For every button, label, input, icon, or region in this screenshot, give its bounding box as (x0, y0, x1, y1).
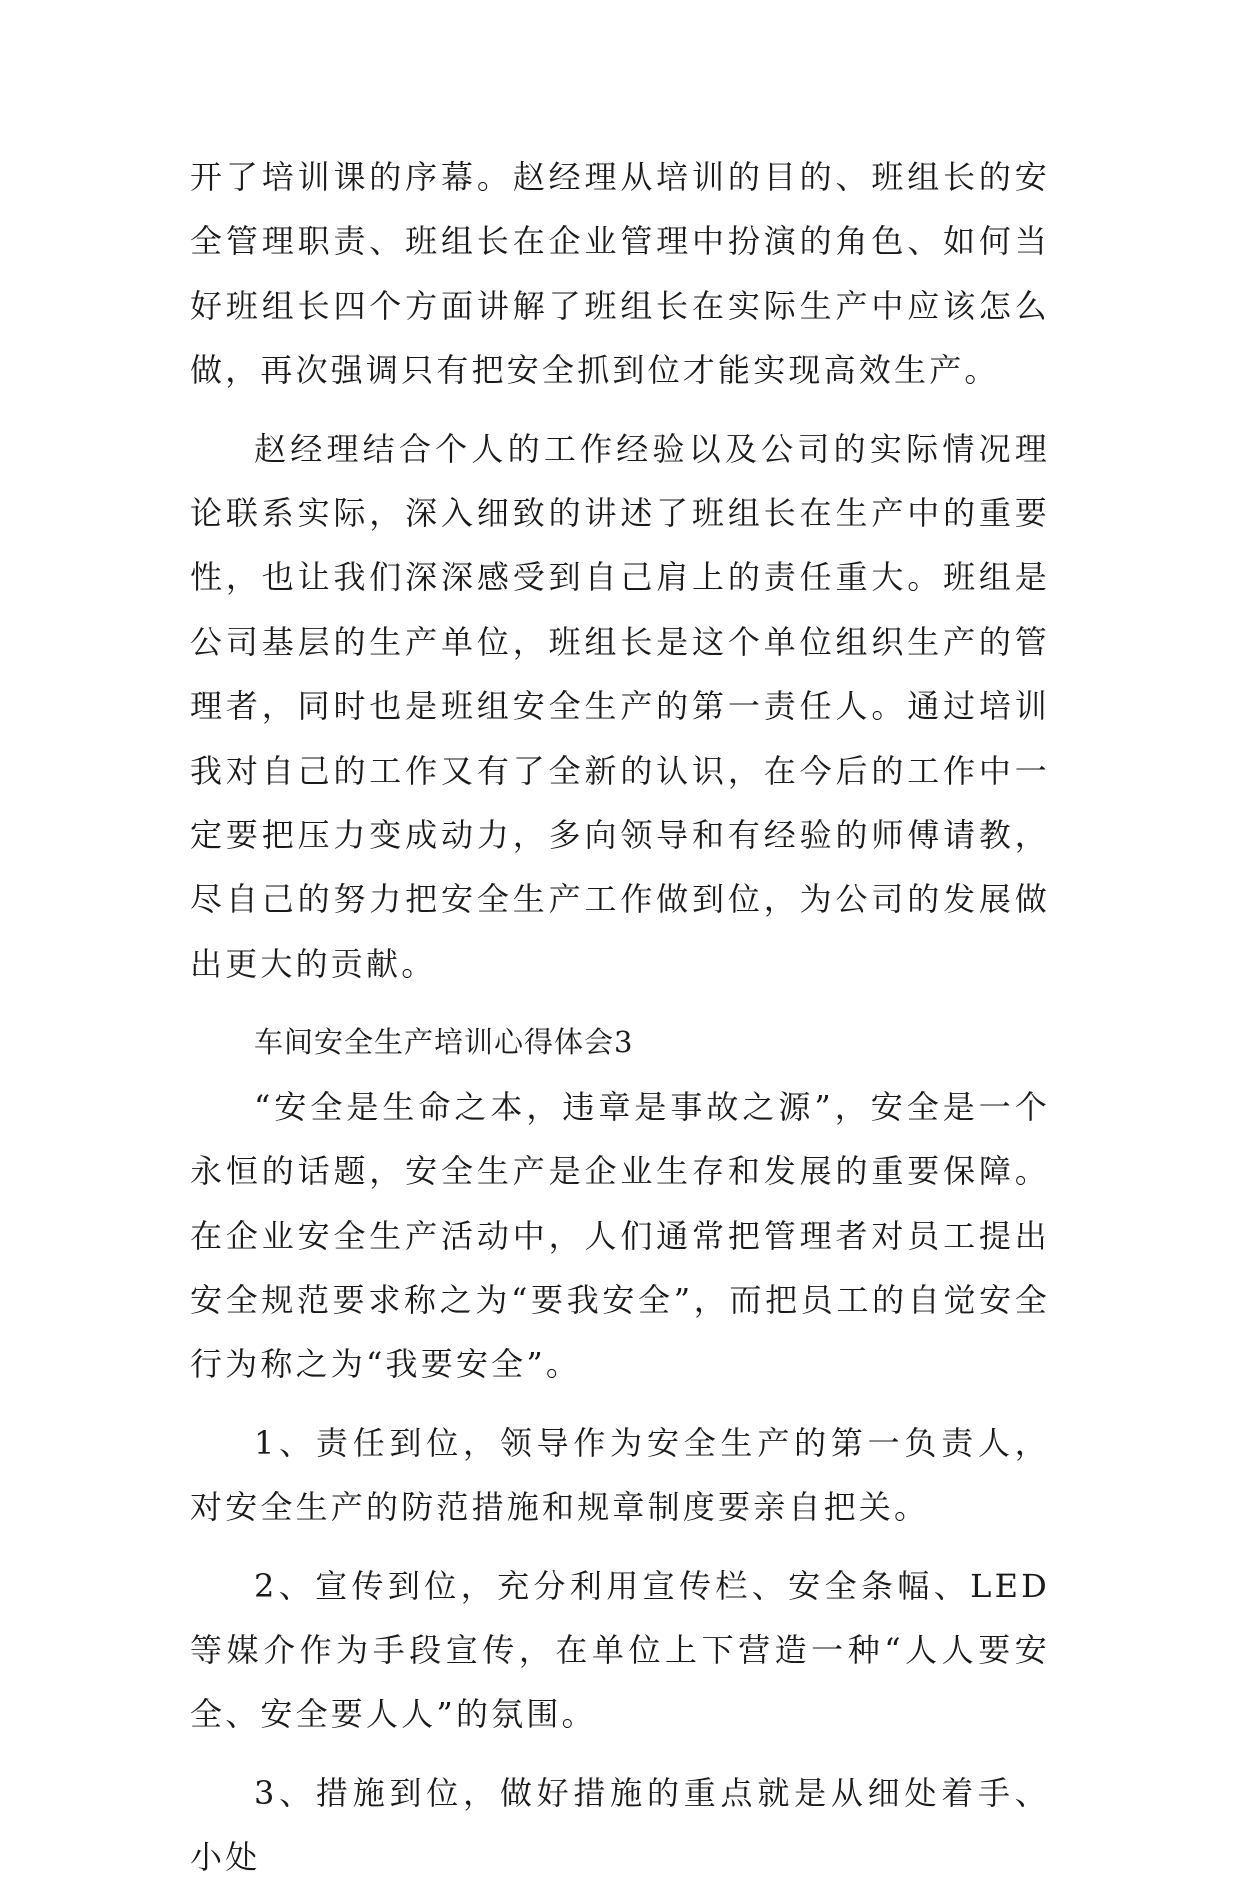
paragraph-continuation: 开了培训课的序幕。赵经理从培训的目的、班组长的安全管理职责、班组长在企业管理中扮演的角色、如何当好班组长四个方面讲解了班组长在实际生产中应该怎么做，再次强调只有把安全抓到位才能实现高效生产。 (190, 158, 1050, 390)
list-item-publicity: 2、宣传到位，充分利用宣传栏、安全条幅、LED等媒介作为手段宣传，在单位上下营造一种“人人要安全、安全要人人”的氛围。 (190, 1566, 1050, 1734)
paragraph-safety-intro: “安全是生命之本，违章是事故之源”，安全是一个永恒的话题，安全生产是企业生存和发展的重要保障。在企业安全生产活动中，人们通常把管理者对员工提出安全规范要求称之为“要我安全”，而把员工的自觉安全行为称之为“我要安全”。 (190, 1087, 1050, 1384)
list-item-responsibility: 1、责任到位，领导作为安全生产的第一负责人，对安全生产的防范措施和规章制度要亲自把关。 (190, 1423, 1050, 1527)
list-item-measures: 3、措施到位，做好措施的重点就是从细处着手、小处 (190, 1773, 1050, 1877)
paragraph-training-reflection: 赵经理结合个人的工作经验以及公司的实际情况理论联系实际，深入细致的讲述了班组长在生产中的重要性，也让我们深深感受到自己肩上的责任重大。班组是公司基层的生产单位，班组长是这个单位组织生产的管理者，同时也是班组安全生产的第一责任人。通过培训我对自己的工作又有了全新的认识，在今后的工作中一定要把压力变成动力，多向领导和有经验的师傅请教，尽自己的努力把安全生产工作做到位，为公司的发展做出更大的贡献。 (190, 429, 1050, 983)
section-heading: 车间安全生产培训心得体会3 (254, 1025, 634, 1060)
document-body (190, 145, 1050, 1890)
